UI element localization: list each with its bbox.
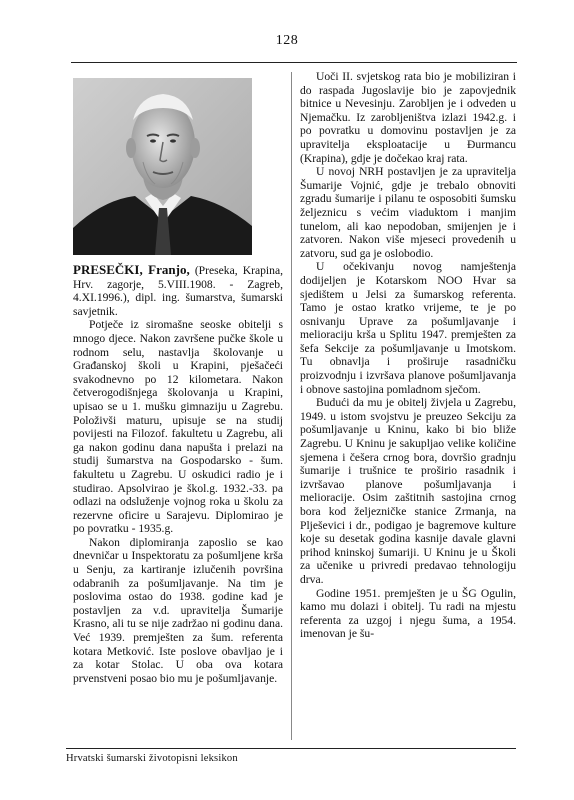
portrait-photo [73,78,252,255]
biography-paragraph: Uoči II. svjetskog rata bio je mobiliziran i do raspada Jugoslavije bio je zapovjednik bitnice u Nevesinju. Zarobljen je i odveden u Njemačku. Iz zarobljeništva izlazi 1942.g. i po povratku u domovinu postavljen je za upravitelja eksploatacije u Đurmancu (Krapina), gdje je dočekao kraj rata. [300,70,516,165]
page-number: 128 [275,33,299,48]
biography-paragraph: Godine 1951. premješten je u ŠG Ogulin, kamo mu dolazi i obitelj. Tu radi na mjestu referenta za uzgoj i njegu šuma, a 1954. imenovan je šu- [300,586,516,641]
footer-rule [66,748,516,749]
right-column [300,70,516,641]
column-divider [291,72,292,740]
entry-name: PRESEČKI, Franjo, [73,262,190,277]
biography-paragraph: Nakon diplomiranja zaposlio se kao dnevničar u Inspektoratu za pošumljene krša u Senju, za kartiranje izlučenih površina odabranih za pošumljavanje. Na tim je poslovima ostao do 1938. godine kad je postavljen za v.d. upravitelja Šumarije Krasno, ali tu se nije zadržao ni godinu dana. Već 1939. premješten za šum. referenta kotara Metković. Iste poslove obavljao je i za kotar Stolac. U oba ova kotara prvenstveni posao bio mu je pošumljavanje. [73,535,283,685]
biography-paragraph: Potječe iz siromašne seoske obitelji s mnogo djece. Nakon završene pučke škole u rodnom selu, nastavlja školovanje u Građanskoj školi u Krapini, pješačeći svakodnevno po 12 kilometara. Nakon četverogodišnjega školovanja u Krapini, upisao se u 1. mušku gimnaziju u Zagrebu. Položivši maturu, upisuje se na studij povijesti na Filozof. fakultetu u Zagrebu, ali ga nakon godinu dana napušta i prelazi na studij šumarstva na Gospodarsko - šum. fakultetu u Zagrebu. U oskudici radio je i studirao. Apsolvirao je škol.g. 1932.-33. pa odlazi na odsluženje vojnog roka u školu za rezervne oficire u Sarajevu. Diplomirao je po povratku - 1935.g. [73,318,283,536]
biography-paragraph: U novoj NRH postavljen je za upravitelja Šumarije Vojnić, gdje je trebalo obnoviti zgradu šumarije i pilanu te osposobiti šumsku željeznicu s većim viaduktom i manjim tunelom, ali kao nepodoban, smijenjen je i zatvoren. Nakon više mjeseci provedenih u zatvoru, sud ga je oslobodio. [300,165,516,260]
biography-paragraph: Budući da mu je obitelj živjela u Zagrebu, 1949. u istom svojstvu je preuzeo Sekciju za pošumljavanje u Kninu, kako bi bio bliže Zagrebu. U Kninu je sakupljao velike količine sjemena i češera crnog bora, dovršio gradnju šumarije i trušnice te proširio rasadnik i izvršavao planove pošumljavanja i melioracije. Osim zaštitnih sastojina crnog bora kod željezničke stanice Zrmanja, na Plješevici i dr., podigao je bagremove kulture koje su desetak godina kasnije davale glavni prihod kninskoj šumariji. U Kninu je u Školi za učenike u privredi predavao tehnologiju drva. [300,396,516,586]
header-rule [71,62,517,63]
portrait-image [73,78,252,255]
entry-heading [73,263,283,318]
biography-paragraph: U očekivanju novog namještenja dodijeljen je Kotarskom NOO Hvar sa sjedištem u Jelsi za šumarskog referenta. Tamo je ostao kratko vrijeme, te je po osnivanju Uprave za pošumljavanje i melioraciju krša u Splitu 1947. premješten za šefa Sekcije za pošumljavanje u Imotskom. Tu obnavlja i proširuje rasadničku proizvodnju i izvršava planove pošumljavanja i obnove sastojina pomladnom sječom. [300,260,516,396]
footer-title: Hrvatski šumarski životopisni leksikon [66,753,238,764]
left-column [73,263,283,685]
entry-header-details: (Preseka, Krapina, Hrv. zagorje, 5.VIII.1908. - Zagreb, 4.XI.1996.), dipl. ing. šumarstva, šumarski savjetnik. [73,264,283,318]
